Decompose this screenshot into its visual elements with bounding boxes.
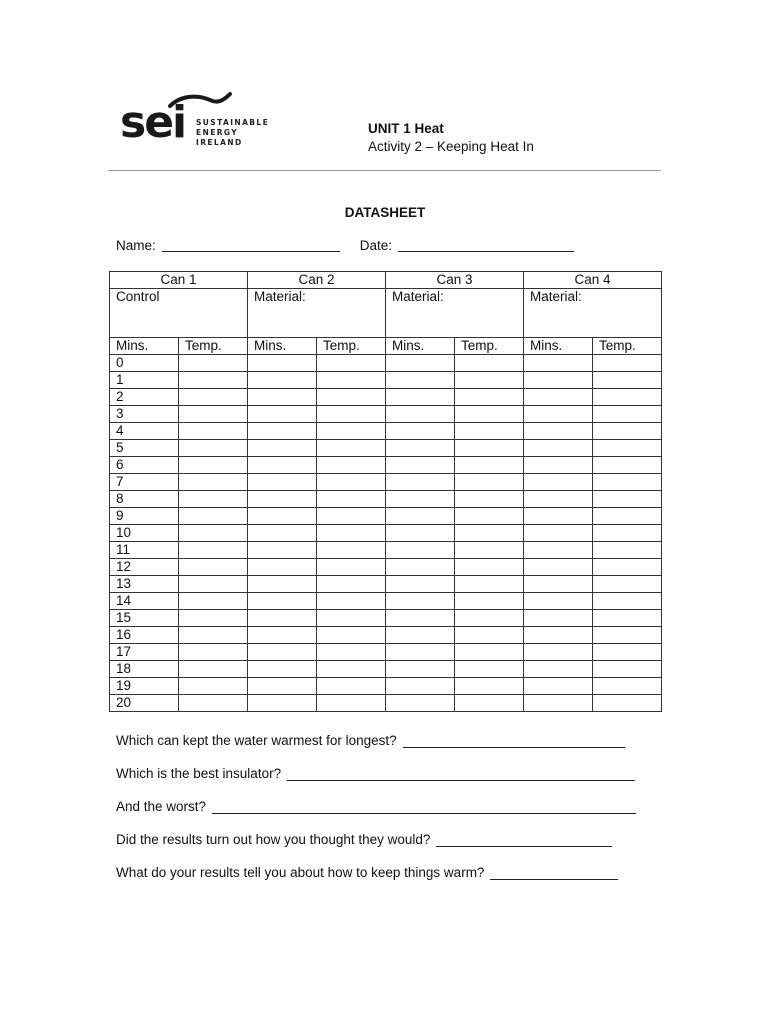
mins-cell[interactable] xyxy=(248,559,317,576)
temp-cell[interactable] xyxy=(317,610,386,627)
temp-cell[interactable] xyxy=(455,372,524,389)
temp-cell[interactable] xyxy=(179,644,248,661)
minute-cell: 20 xyxy=(110,695,179,712)
temp-cell[interactable] xyxy=(317,389,386,406)
column-header-row xyxy=(110,338,662,355)
mins-cell[interactable] xyxy=(386,372,455,389)
temp-cell[interactable] xyxy=(593,661,662,678)
mins-cell[interactable] xyxy=(524,389,593,406)
temp-cell[interactable] xyxy=(455,542,524,559)
mins-cell[interactable] xyxy=(524,610,593,627)
mins-cell[interactable] xyxy=(248,474,317,491)
temp-cell[interactable] xyxy=(455,389,524,406)
activity-title: Activity 2 – Keeping Heat In xyxy=(368,139,534,154)
mins-cell[interactable] xyxy=(524,491,593,508)
temp-cell[interactable] xyxy=(179,423,248,440)
question-text: Which is the best insulator? xyxy=(116,766,282,781)
temp-cell[interactable] xyxy=(593,423,662,440)
temp-cell[interactable] xyxy=(317,406,386,423)
mins-cell[interactable] xyxy=(386,491,455,508)
mins-cell[interactable] xyxy=(524,661,593,678)
material-cell[interactable]: Material: xyxy=(248,289,386,338)
mins-cell[interactable] xyxy=(524,593,593,610)
date-field[interactable] xyxy=(398,238,574,252)
minute-cell: 13 xyxy=(110,576,179,593)
temp-cell[interactable] xyxy=(455,423,524,440)
mins-cell[interactable] xyxy=(524,372,593,389)
mins-header: Mins. xyxy=(248,338,317,355)
temp-cell[interactable] xyxy=(593,542,662,559)
mins-cell[interactable] xyxy=(524,627,593,644)
unit-title: UNIT 1 Heat xyxy=(368,121,444,136)
logo-mark: sei xyxy=(120,97,186,148)
table-row xyxy=(110,389,662,406)
mins-cell[interactable] xyxy=(524,542,593,559)
minute-cell: 4 xyxy=(110,423,179,440)
table-row xyxy=(110,372,662,389)
table-row xyxy=(110,406,662,423)
logo-wordmark xyxy=(196,118,269,148)
logo-word: IRELAND xyxy=(196,138,243,147)
temp-cell[interactable] xyxy=(593,627,662,644)
temp-cell[interactable] xyxy=(593,644,662,661)
minute-cell: 19 xyxy=(110,678,179,695)
temp-cell[interactable] xyxy=(317,474,386,491)
mins-cell[interactable] xyxy=(248,525,317,542)
temp-cell[interactable] xyxy=(317,355,386,372)
mins-header: Mins. xyxy=(524,338,593,355)
temp-cell[interactable] xyxy=(593,406,662,423)
temp-cell[interactable] xyxy=(317,440,386,457)
temp-cell[interactable] xyxy=(317,423,386,440)
table-row xyxy=(110,695,662,712)
temp-cell[interactable] xyxy=(455,576,524,593)
temp-cell[interactable] xyxy=(455,627,524,644)
minute-cell: 2 xyxy=(110,389,179,406)
mins-cell[interactable] xyxy=(386,644,455,661)
minute-cell: 6 xyxy=(110,457,179,474)
mins-cell[interactable] xyxy=(386,627,455,644)
temp-cell[interactable] xyxy=(593,389,662,406)
answer-line[interactable] xyxy=(403,733,625,748)
table-row xyxy=(110,457,662,474)
question-item xyxy=(116,799,636,832)
temp-cell[interactable] xyxy=(317,525,386,542)
mins-cell[interactable] xyxy=(524,695,593,712)
mins-cell[interactable] xyxy=(524,474,593,491)
minute-cell: 17 xyxy=(110,644,179,661)
temp-cell[interactable] xyxy=(593,610,662,627)
can-label: Can 4 xyxy=(524,272,662,289)
minute-cell: 14 xyxy=(110,593,179,610)
minute-cell: 5 xyxy=(110,440,179,457)
date-label: Date: xyxy=(359,238,393,253)
table-row xyxy=(110,610,662,627)
temp-cell[interactable] xyxy=(179,389,248,406)
table-row xyxy=(110,508,662,525)
temp-cell[interactable] xyxy=(455,695,524,712)
table-row xyxy=(110,559,662,576)
page-title: DATASHEET xyxy=(344,205,426,220)
table-row xyxy=(110,355,662,372)
mins-cell[interactable] xyxy=(386,559,455,576)
mins-cell[interactable] xyxy=(524,355,593,372)
mins-cell[interactable] xyxy=(524,457,593,474)
mins-cell[interactable] xyxy=(386,661,455,678)
temp-cell[interactable] xyxy=(455,661,524,678)
temp-cell[interactable] xyxy=(455,406,524,423)
mins-cell[interactable] xyxy=(248,593,317,610)
temp-cell[interactable] xyxy=(317,508,386,525)
temp-cell[interactable] xyxy=(179,559,248,576)
temp-header: Temp. xyxy=(317,338,386,355)
temp-cell[interactable] xyxy=(317,372,386,389)
mins-cell[interactable] xyxy=(248,355,317,372)
material-cell[interactable]: Control xyxy=(110,289,248,338)
mins-cell[interactable] xyxy=(524,576,593,593)
temp-cell[interactable] xyxy=(455,508,524,525)
logo-word: ENERGY xyxy=(196,128,239,137)
mins-cell[interactable] xyxy=(386,678,455,695)
temp-cell[interactable] xyxy=(455,491,524,508)
mins-cell[interactable] xyxy=(386,440,455,457)
temp-header: Temp. xyxy=(179,338,248,355)
temp-cell[interactable] xyxy=(179,406,248,423)
temp-cell[interactable] xyxy=(455,440,524,457)
mins-header: Mins. xyxy=(110,338,179,355)
table-row xyxy=(110,440,662,457)
minute-cell: 3 xyxy=(110,406,179,423)
mins-cell[interactable] xyxy=(386,695,455,712)
table-row xyxy=(110,678,662,695)
temp-cell[interactable] xyxy=(593,372,662,389)
mins-cell[interactable] xyxy=(248,457,317,474)
mins-cell[interactable] xyxy=(386,542,455,559)
question-text: Did the results turn out how you thought they would? xyxy=(116,832,431,847)
temp-cell[interactable] xyxy=(593,355,662,372)
temp-cell[interactable] xyxy=(179,355,248,372)
answer-line[interactable] xyxy=(212,799,636,814)
table-row xyxy=(110,627,662,644)
temp-cell[interactable] xyxy=(455,355,524,372)
table-row xyxy=(110,661,662,678)
temp-cell[interactable] xyxy=(593,440,662,457)
mins-cell[interactable] xyxy=(524,559,593,576)
mins-cell[interactable] xyxy=(248,610,317,627)
can-label: Can 1 xyxy=(110,272,248,289)
minute-cell: 10 xyxy=(110,525,179,542)
sei-logo xyxy=(118,92,278,152)
temp-cell[interactable] xyxy=(317,678,386,695)
temp-header: Temp. xyxy=(455,338,524,355)
temp-cell[interactable] xyxy=(593,678,662,695)
mins-cell[interactable] xyxy=(524,440,593,457)
mins-cell[interactable] xyxy=(386,389,455,406)
mins-cell[interactable] xyxy=(248,372,317,389)
question-text: Which can kept the water warmest for longest? xyxy=(116,733,397,748)
mins-cell[interactable] xyxy=(524,678,593,695)
mins-cell[interactable] xyxy=(248,542,317,559)
mins-cell[interactable] xyxy=(248,508,317,525)
temp-cell[interactable] xyxy=(593,474,662,491)
mins-cell[interactable] xyxy=(386,406,455,423)
temp-cell[interactable] xyxy=(179,508,248,525)
temp-cell[interactable] xyxy=(179,491,248,508)
temp-cell[interactable] xyxy=(317,576,386,593)
temp-cell[interactable] xyxy=(179,627,248,644)
table-row xyxy=(110,644,662,661)
temp-cell[interactable] xyxy=(179,457,248,474)
minute-cell: 0 xyxy=(110,355,179,372)
temp-cell[interactable] xyxy=(179,610,248,627)
temp-cell[interactable] xyxy=(455,644,524,661)
minute-cell: 9 xyxy=(110,508,179,525)
question-item xyxy=(116,832,636,865)
temp-cell[interactable] xyxy=(455,474,524,491)
temp-cell[interactable] xyxy=(593,457,662,474)
can-label: Can 2 xyxy=(248,272,386,289)
temp-cell[interactable] xyxy=(317,559,386,576)
mins-cell[interactable] xyxy=(248,389,317,406)
temp-cell[interactable] xyxy=(317,593,386,610)
mins-cell[interactable] xyxy=(248,406,317,423)
mins-cell[interactable] xyxy=(248,423,317,440)
questions-list xyxy=(116,733,636,898)
name-date-row xyxy=(116,238,574,253)
temp-cell[interactable] xyxy=(179,440,248,457)
temp-cell[interactable] xyxy=(179,695,248,712)
mins-header: Mins. xyxy=(386,338,455,355)
mins-cell[interactable] xyxy=(386,355,455,372)
table-row xyxy=(110,491,662,508)
mins-cell[interactable] xyxy=(248,440,317,457)
temp-cell[interactable] xyxy=(179,661,248,678)
temp-cell[interactable] xyxy=(455,525,524,542)
logo-word: SUSTAINABLE xyxy=(196,118,270,127)
temp-cell[interactable] xyxy=(593,559,662,576)
temp-cell[interactable] xyxy=(179,678,248,695)
table-row xyxy=(110,423,662,440)
question-item xyxy=(116,766,636,799)
mins-cell[interactable] xyxy=(386,508,455,525)
can-header-row xyxy=(110,272,662,289)
temp-cell[interactable] xyxy=(593,576,662,593)
temp-cell[interactable] xyxy=(593,491,662,508)
mins-cell[interactable] xyxy=(524,525,593,542)
temp-cell[interactable] xyxy=(593,525,662,542)
mins-cell[interactable] xyxy=(248,661,317,678)
temp-cell[interactable] xyxy=(593,508,662,525)
temp-cell[interactable] xyxy=(179,593,248,610)
temp-cell[interactable] xyxy=(179,542,248,559)
table-row xyxy=(110,593,662,610)
temp-cell[interactable] xyxy=(455,559,524,576)
temp-cell[interactable] xyxy=(593,593,662,610)
mins-cell[interactable] xyxy=(386,576,455,593)
minute-cell: 18 xyxy=(110,661,179,678)
table-row xyxy=(110,474,662,491)
mins-cell[interactable] xyxy=(248,678,317,695)
minute-cell: 15 xyxy=(110,610,179,627)
temp-cell[interactable] xyxy=(317,457,386,474)
mins-cell[interactable] xyxy=(524,508,593,525)
name-label: Name: xyxy=(116,238,156,253)
temp-cell[interactable] xyxy=(317,695,386,712)
mins-cell[interactable] xyxy=(248,491,317,508)
answer-line[interactable] xyxy=(287,766,635,781)
temp-cell[interactable] xyxy=(455,457,524,474)
mins-cell[interactable] xyxy=(524,406,593,423)
minute-cell: 8 xyxy=(110,491,179,508)
temp-header: Temp. xyxy=(593,338,662,355)
temp-cell[interactable] xyxy=(317,661,386,678)
answer-line[interactable] xyxy=(490,865,618,880)
answer-line[interactable] xyxy=(436,832,612,847)
mins-cell[interactable] xyxy=(386,474,455,491)
can-label: Can 3 xyxy=(386,272,524,289)
temp-cell[interactable] xyxy=(455,593,524,610)
temp-cell[interactable] xyxy=(317,491,386,508)
mins-cell[interactable] xyxy=(386,525,455,542)
minute-cell: 12 xyxy=(110,559,179,576)
mins-cell[interactable] xyxy=(248,576,317,593)
temp-cell[interactable] xyxy=(179,576,248,593)
table-row xyxy=(110,576,662,593)
mins-cell[interactable] xyxy=(248,627,317,644)
temp-cell[interactable] xyxy=(179,525,248,542)
temp-cell[interactable] xyxy=(455,678,524,695)
question-item xyxy=(116,733,636,766)
mins-cell[interactable] xyxy=(386,423,455,440)
table-row xyxy=(110,525,662,542)
minute-cell: 11 xyxy=(110,542,179,559)
mins-cell[interactable] xyxy=(248,695,317,712)
mins-cell[interactable] xyxy=(524,644,593,661)
minute-cell: 1 xyxy=(110,372,179,389)
minute-cell: 16 xyxy=(110,627,179,644)
temp-cell[interactable] xyxy=(179,474,248,491)
header-divider xyxy=(108,170,661,171)
temp-cell[interactable] xyxy=(317,542,386,559)
question-text: What do your results tell you about how to keep things warm? xyxy=(116,865,485,880)
material-cell[interactable]: Material: xyxy=(386,289,524,338)
minute-cell: 7 xyxy=(110,474,179,491)
data-table xyxy=(109,271,662,712)
temp-cell[interactable] xyxy=(593,695,662,712)
table-row xyxy=(110,542,662,559)
question-text: And the worst? xyxy=(116,799,207,814)
mins-cell[interactable] xyxy=(386,610,455,627)
temp-cell[interactable] xyxy=(455,610,524,627)
mins-cell[interactable] xyxy=(524,423,593,440)
mins-cell[interactable] xyxy=(386,593,455,610)
material-cell[interactable]: Material: xyxy=(524,289,662,338)
mins-cell[interactable] xyxy=(248,644,317,661)
temp-cell[interactable] xyxy=(179,372,248,389)
material-row xyxy=(110,289,662,338)
name-field[interactable] xyxy=(162,238,340,252)
temp-cell[interactable] xyxy=(317,627,386,644)
mins-cell[interactable] xyxy=(386,457,455,474)
temp-cell[interactable] xyxy=(317,644,386,661)
question-item xyxy=(116,865,636,898)
